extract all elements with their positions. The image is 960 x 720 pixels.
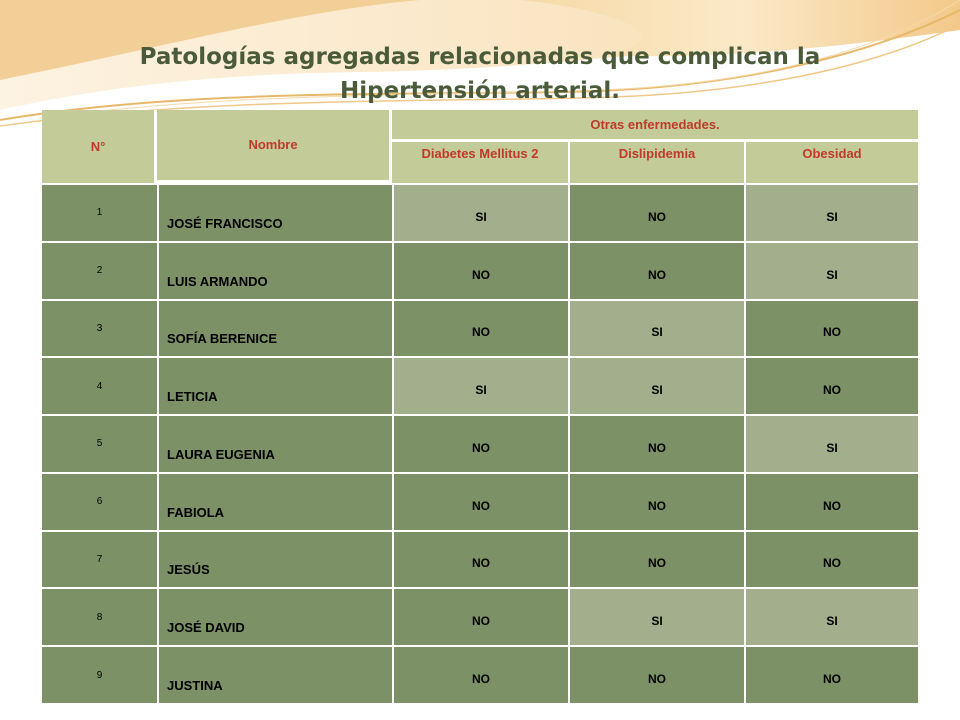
row-name: LETICIA [157, 356, 392, 414]
row-number: 9 [42, 645, 157, 703]
row-name: SOFÍA BERENICE [157, 299, 392, 357]
row-name: LUIS ARMANDO [157, 241, 392, 299]
cell-dislipidemia: SI [568, 299, 744, 357]
cell-dislipidemia: NO [568, 183, 744, 241]
row-number: 3 [42, 299, 157, 357]
cell-obesidad: SI [744, 241, 918, 299]
cell-dislipidemia: NO [568, 645, 744, 703]
cell-diabetes: NO [392, 645, 568, 703]
cell-obesidad: NO [744, 356, 918, 414]
cell-obesidad: SI [744, 587, 918, 645]
cell-obesidad: NO [744, 530, 918, 588]
row-number: 8 [42, 587, 157, 645]
row-number: 2 [42, 241, 157, 299]
cell-diabetes: SI [392, 356, 568, 414]
cell-obesidad: NO [744, 299, 918, 357]
cell-obesidad: SI [744, 183, 918, 241]
cell-diabetes: NO [392, 530, 568, 588]
row-name: JOSÉ FRANCISCO [157, 183, 392, 241]
row-name: JESÚS [157, 530, 392, 588]
header-name: Nombre [157, 110, 392, 183]
row-number: 6 [42, 472, 157, 530]
diseases-table [42, 110, 918, 703]
cell-dislipidemia: NO [568, 241, 744, 299]
row-name: FABIOLA [157, 472, 392, 530]
row-name: LAURA EUGENIA [157, 414, 392, 472]
row-number: 7 [42, 530, 157, 588]
row-name: JUSTINA [157, 645, 392, 703]
cell-obesidad: NO [744, 472, 918, 530]
cell-dislipidemia: NO [568, 530, 744, 588]
cell-obesidad: SI [744, 414, 918, 472]
cell-obesidad: NO [744, 645, 918, 703]
row-name: JOSÉ DAVID [157, 587, 392, 645]
row-number: 4 [42, 356, 157, 414]
cell-diabetes: NO [392, 587, 568, 645]
header-number: N° [42, 110, 157, 183]
cell-dislipidemia: NO [568, 414, 744, 472]
header-dislipidemia: Dislipidemia [568, 139, 744, 183]
header-obesidad: Obesidad [744, 139, 918, 183]
cell-diabetes: NO [392, 472, 568, 530]
cell-dislipidemia: SI [568, 356, 744, 414]
page-title: Patologías agregadas relacionadas que complican la Hipertensión arterial. [139, 44, 821, 104]
header-diabetes: Diabetes Mellitus 2 [392, 139, 568, 183]
header-other-diseases: Otras enfermedades. [392, 110, 918, 139]
cell-diabetes: SI [392, 183, 568, 241]
cell-diabetes: NO [392, 241, 568, 299]
cell-diabetes: NO [392, 414, 568, 472]
cell-diabetes: NO [392, 299, 568, 357]
row-number: 5 [42, 414, 157, 472]
cell-dislipidemia: SI [568, 587, 744, 645]
cell-dislipidemia: NO [568, 472, 744, 530]
row-number: 1 [42, 183, 157, 241]
